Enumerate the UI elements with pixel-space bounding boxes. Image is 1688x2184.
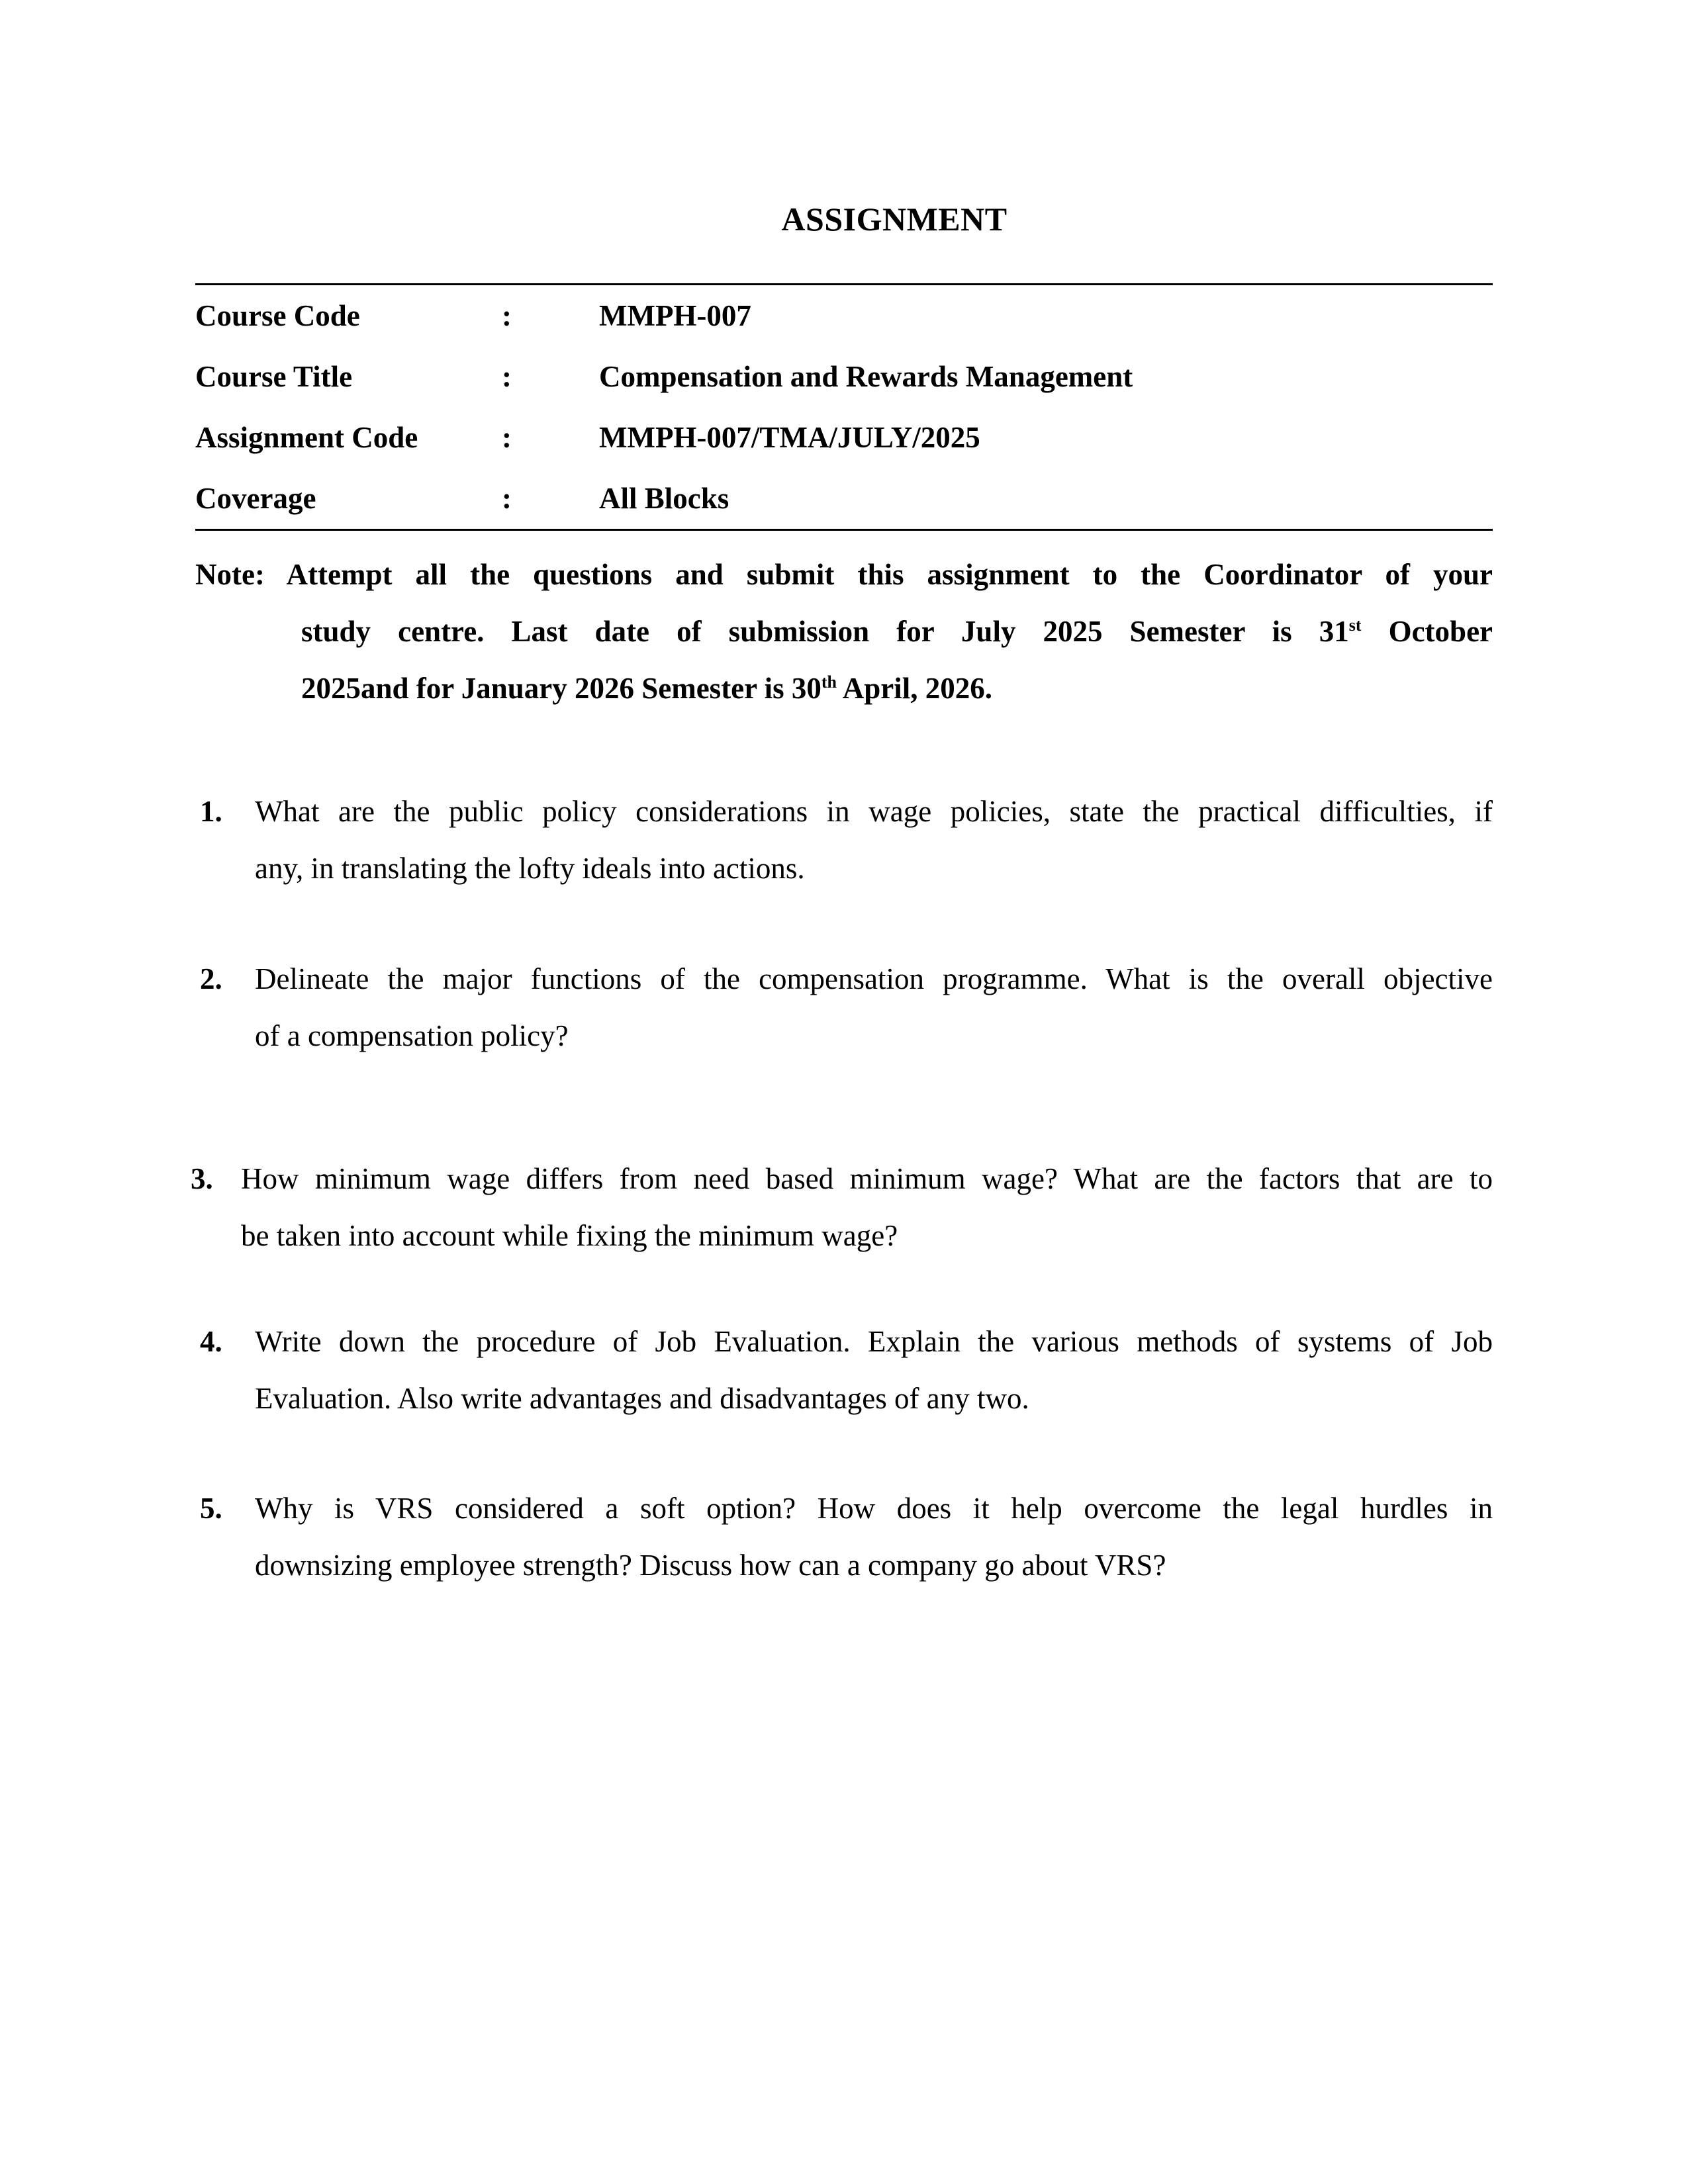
row-label: Assignment Code: [195, 421, 418, 454]
question-1-line-1: What are the public policy considerations in wage policies, state the practical difficulties, if: [255, 795, 1493, 828]
question-5-line-1: Why is VRS considered a soft option? How does it help overcome the legal hurdles in: [255, 1492, 1493, 1525]
row-label: Coverage: [195, 482, 316, 515]
questions-list: [191, 783, 1493, 1594]
row-separator: :: [502, 421, 512, 454]
row-separator: :: [502, 482, 512, 515]
question-item-2: [195, 950, 1493, 1064]
note-line-1: Note: Attempt all the questions and submit this assignment to the Coordinator of your: [195, 558, 1493, 591]
question-item-1: [195, 783, 1493, 897]
page-title: ASSIGNMENT: [781, 201, 1008, 238]
question-2-line-2: of a compensation policy?: [255, 1019, 569, 1052]
question-item-4: [195, 1313, 1493, 1427]
question-3-line-1: How minimum wage differs from need based minimum wage? What are the factors that are to: [241, 1162, 1493, 1195]
row-value: Compensation and Rewards Management: [599, 360, 1133, 393]
ordinal-suffix: st: [1348, 615, 1362, 635]
ordinal-suffix: th: [821, 672, 837, 692]
question-item-5: [195, 1480, 1493, 1594]
table-row-course-code: [195, 285, 1493, 346]
note-line-3-text: 2025and for January 2026 Semester is 30: [301, 672, 821, 705]
question-5-line-2: downsizing employee strength? Discuss how can a company go about VRS?: [255, 1549, 1166, 1582]
note-line-2-text: study centre. Last date of submission for July 2025 Semester is 31: [301, 615, 1349, 648]
course-info-table: [195, 283, 1493, 531]
row-separator: :: [502, 360, 512, 393]
question-4-line-1: Write down the procedure of Job Evaluation. Explain the various methods of systems of Job: [255, 1325, 1493, 1358]
row-label: Course Code: [195, 299, 360, 332]
table-row-assignment-code: [195, 407, 1493, 468]
row-value: MMPH-007/TMA/JULY/2025: [599, 421, 980, 454]
note-line-3: [301, 660, 1493, 717]
row-value: MMPH-007: [599, 299, 751, 332]
row-value: All Blocks: [599, 482, 729, 515]
question-4-line-2: Evaluation. Also write advantages and disadvantages of any two.: [255, 1382, 1029, 1415]
table-row-coverage: [195, 468, 1493, 529]
question-number: 1.: [200, 795, 222, 828]
question-2-line-1: Delineate the major functions of the compensation programme. What is the overall objective: [255, 962, 1493, 995]
note-line-2: [301, 603, 1493, 660]
note-line-3-rest: April, 2026.: [836, 672, 992, 705]
question-number: 4.: [200, 1325, 222, 1358]
row-separator: :: [502, 299, 512, 332]
question-item-3: [191, 1150, 1493, 1264]
row-label: Course Title: [195, 360, 353, 393]
note-paragraph: [195, 546, 1493, 717]
table-row-course-title: [195, 346, 1493, 407]
question-1-line-2: any, in translating the lofty ideals into actions.: [255, 852, 805, 885]
question-number: 5.: [200, 1492, 222, 1525]
question-number: 3.: [191, 1162, 213, 1195]
note-line-2-rest: October: [1361, 615, 1493, 648]
question-3-line-2: be taken into account while fixing the minimum wage?: [241, 1219, 898, 1252]
question-number: 2.: [200, 962, 222, 995]
